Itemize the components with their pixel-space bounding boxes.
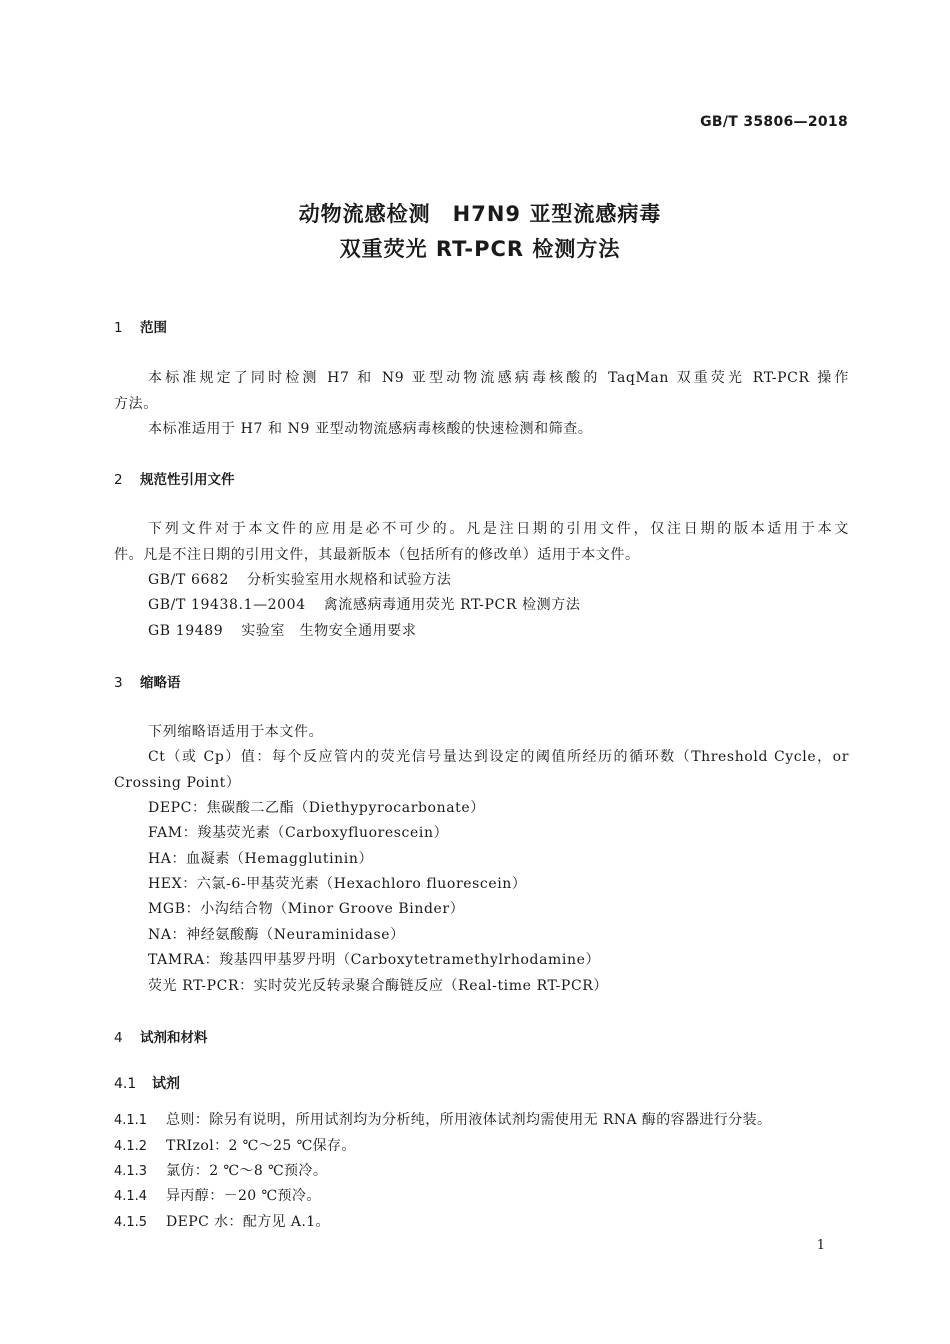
abbreviation-ct-line-1: Ct（或 Cp）值：每个反应管内的荧光信号量达到设定的阈值所经历的循环数（Threshold Cycle，or	[148, 749, 849, 765]
section-number: 1	[114, 320, 123, 336]
item-text: 氯仿：2 ℃～8 ℃预冷。	[166, 1163, 328, 1179]
abbreviations-intro: 下列缩略语适用于本文件。	[148, 724, 324, 740]
reference-code: GB/T 6682	[148, 572, 230, 588]
section-1-paragraph-1-line-2: 方法。	[114, 396, 158, 412]
abbreviation-item: HA：血凝素（Hemagglutinin）	[148, 851, 374, 867]
section-1-paragraph-1-line-1: 本标准规定了同时检测 H7 和 N9 亚型动物流感病毒核酸的 TaqMan 双重荧光 RT-PCR 操作	[148, 370, 849, 386]
reference-title: 实验室 生物安全通用要求	[241, 623, 417, 639]
reference-item	[148, 594, 580, 614]
reagent-item	[114, 1211, 330, 1231]
section-1-paragraph-2: 本标准适用于 H7 和 N9 亚型动物流感病毒核酸的快速检测和筛查。	[148, 421, 593, 437]
section-title: 规范性引用文件	[140, 472, 235, 488]
section-title: 试剂和材料	[140, 1030, 208, 1046]
subsection-title: 试剂	[152, 1076, 180, 1092]
item-text: 总则：除另有说明，所用试剂均为分析纯，所用液体试剂均需使用无 RNA 酶的容器进行分装。	[166, 1112, 772, 1128]
reference-code: GB/T 19438.1—2004	[148, 597, 306, 613]
abbreviation-item: NA：神经氨酸酶（Neuraminidase）	[148, 927, 405, 943]
section-title: 范围	[140, 320, 167, 336]
item-text: DEPC 水：配方见 A.1。	[166, 1214, 330, 1230]
section-number: 2	[114, 472, 123, 488]
abbreviation-item: 荧光 RT-PCR：实时荧光反转录聚合酶链反应（Real-time RT-PCR）	[148, 978, 609, 994]
section-2-heading	[114, 468, 235, 488]
abbreviation-item: DEPC：焦碳酸二乙酯（Diethypyrocarbonate）	[148, 800, 485, 816]
section-4-heading	[114, 1026, 208, 1046]
section-title: 缩略语	[140, 675, 181, 691]
abbreviation-item: FAM：羧基荧光素（Carboxyfluorescein）	[148, 825, 449, 841]
reference-title: 分析实验室用水规格和试验方法	[247, 572, 452, 588]
item-number: 4.1.2	[114, 1139, 148, 1154]
reference-code: GB 19489	[148, 623, 224, 639]
item-text: TRIzol：2 ℃～25 ℃保存。	[166, 1138, 356, 1154]
item-number: 4.1.5	[114, 1215, 148, 1230]
abbreviation-item: TAMRA：羧基四甲基罗丹明（Carboxytetramethylrhodamine）	[148, 952, 601, 968]
section-1-heading	[114, 316, 167, 336]
abbreviation-ct-line-2: Crossing Point）	[114, 775, 241, 791]
item-number: 4.1.1	[114, 1113, 148, 1128]
item-number: 4.1.4	[114, 1189, 148, 1204]
item-text: 异丙醇：－20 ℃预冷。	[166, 1188, 321, 1204]
item-number: 4.1.3	[114, 1164, 148, 1179]
reagent-item	[114, 1185, 321, 1205]
standard-number: GB/T 35806—2018	[700, 114, 848, 130]
page-number: 1	[816, 1238, 825, 1253]
reference-item	[148, 569, 451, 589]
reference-item	[148, 620, 416, 640]
reagent-item	[114, 1160, 327, 1180]
section-2-paragraph-line-2: 件。凡是不注日期的引用文件，其最新版本（包括所有的修改单）适用于本文件。	[114, 547, 640, 563]
document-title-line-2: 双重荧光 RT-PCR 检测方法	[339, 237, 621, 261]
reagent-item	[114, 1109, 771, 1129]
abbreviation-item: MGB：小沟结合物（Minor Groove Binder）	[148, 901, 465, 917]
subsection-4-1-heading	[114, 1073, 180, 1093]
section-number: 3	[114, 675, 123, 691]
subsection-number: 4.1	[114, 1076, 137, 1092]
section-number: 4	[114, 1030, 123, 1046]
section-2-paragraph-line-1: 下列文件对于本文件的应用是必不可少的。凡是注日期的引用文件，仅注日期的版本适用于本文	[148, 521, 849, 537]
reagent-item	[114, 1135, 356, 1155]
abbreviation-item: HEX：六氯-6-甲基荧光素（Hexachloro fluorescein）	[148, 876, 527, 892]
section-3-heading	[114, 671, 181, 691]
document-title-line-1: 动物流感检测 H7N9 亚型流感病毒	[298, 202, 662, 226]
reference-title: 禽流感病毒通用荧光 RT-PCR 检测方法	[323, 597, 581, 613]
